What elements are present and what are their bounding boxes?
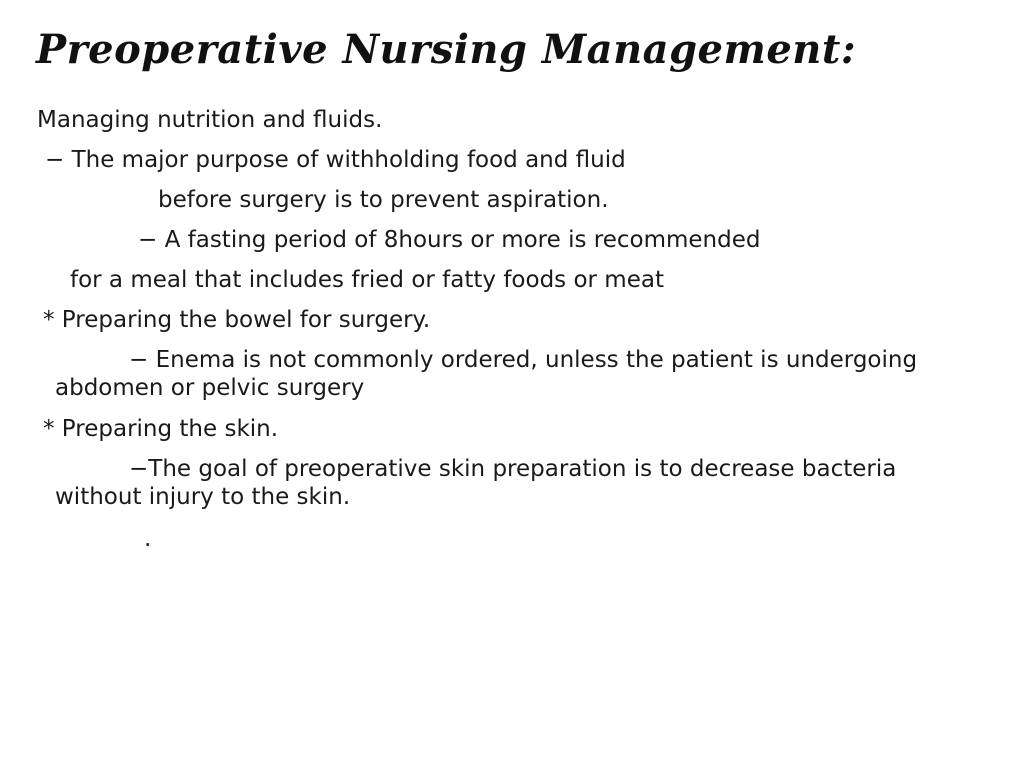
trailing-dot: . (144, 526, 152, 552)
bullet-withholding-food: − The major purpose of withholding food and fluid (45, 147, 626, 173)
bullet-skin-line-1: −The goal of preoperative skin preparation is to decrease bacteria (129, 456, 897, 482)
bullet-withholding-food-continued: before surgery is to prevent aspiration. (158, 187, 609, 213)
bullet-enema-line-2: abdomen or pelvic surgery (55, 375, 365, 401)
heading-bowel: * Preparing the bowel for surgery. (43, 307, 431, 333)
heading-skin: * Preparing the skin. (43, 416, 279, 442)
bullet-skin-line-2: without injury to the skin. (55, 484, 351, 510)
bullet-skin-preparation (55, 455, 896, 511)
bullet-fasting-period: − A fasting period of 8hours or more is recommended (138, 227, 761, 253)
heading-nutrition: Managing nutrition and fluids. (37, 107, 383, 133)
slide-title: Preoperative Nursing Management: (36, 26, 857, 73)
bullet-enema-line-1: − Enema is not commonly ordered, unless the patient is undergoing (129, 347, 918, 373)
bullet-fasting-period-continued: for a meal that includes fried or fatty foods or meat (70, 267, 664, 293)
bullet-enema (55, 346, 917, 402)
